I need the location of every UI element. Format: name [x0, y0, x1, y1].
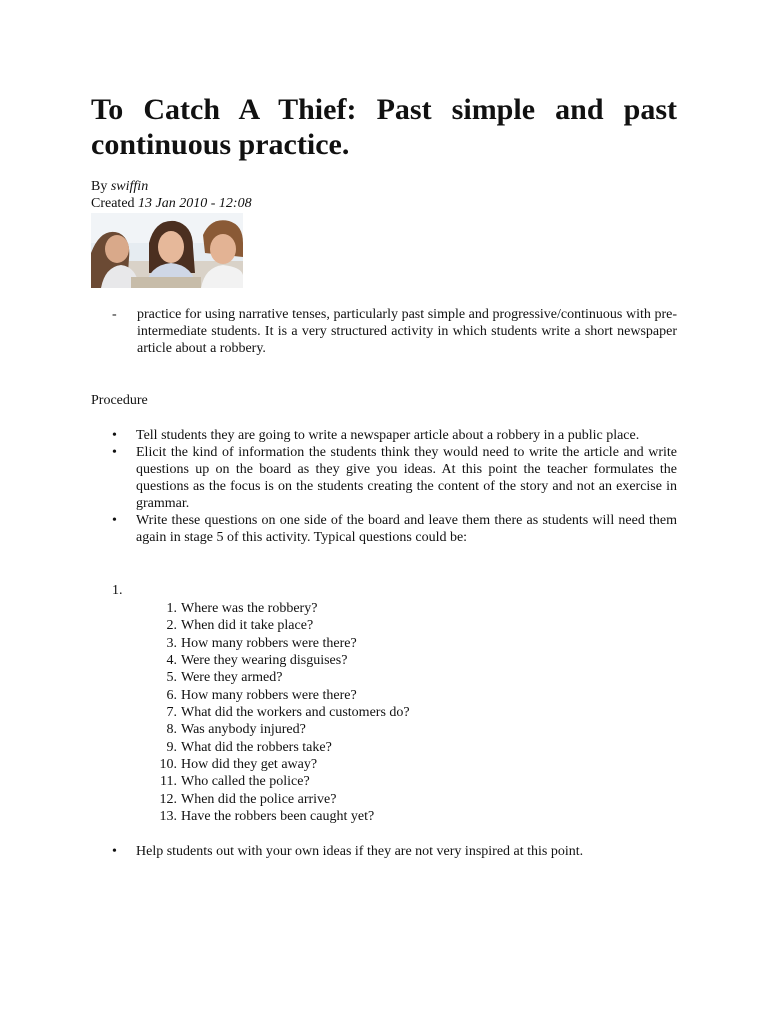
list-item: [91, 427, 677, 444]
question-text: Was anybody injured?: [181, 722, 306, 738]
question-item: [91, 721, 410, 738]
question-number: 7.: [166, 705, 177, 721]
question-text: When did the police arrive?: [181, 791, 337, 807]
question-item: [91, 756, 410, 773]
question-text: How many robbers were there?: [181, 687, 357, 703]
dash-marker: -: [112, 307, 117, 322]
question-number: 6.: [166, 687, 177, 703]
question-number: 13.: [159, 809, 177, 825]
list-item: [91, 512, 677, 546]
list-item-text: Tell students they are going to write a newspaper article about a robbery in a public place.: [136, 428, 640, 443]
question-item: [91, 687, 410, 704]
question-text: What did the workers and customers do?: [181, 705, 410, 721]
photo-of-three-students-icon: [91, 213, 243, 288]
question-item: [91, 652, 410, 669]
created-line: [91, 195, 252, 212]
question-number: 8.: [166, 722, 177, 738]
intro-item: [91, 306, 677, 357]
question-number: 3.: [166, 635, 177, 651]
question-item: [91, 808, 410, 825]
bullet-icon: •: [112, 445, 117, 460]
procedure-list: [91, 427, 677, 546]
bullet-icon: •: [112, 513, 117, 528]
question-item: [91, 617, 410, 634]
list-item-text: Help students out with your own ideas if they are not very inspired at this point.: [136, 844, 584, 859]
question-text: Where was the robbery?: [181, 601, 318, 616]
bullet-icon: •: [112, 428, 117, 443]
question-number: 9.: [166, 739, 177, 755]
students-photo: [91, 213, 243, 288]
question-number: 2.: [166, 618, 177, 634]
question-item: [91, 704, 410, 721]
created-date: 13 Jan 2010 - 12:08: [138, 196, 252, 211]
created-label: Created: [91, 196, 135, 211]
question-number: 5.: [166, 670, 177, 686]
by-label: By: [91, 179, 108, 194]
question-number: 10.: [159, 757, 177, 773]
author-name[interactable]: swiffin: [110, 179, 149, 194]
intro-text: practice for using narrative tenses, particularly past simple and progressive/continuous with pre-intermediate students. It is a very structured activity in which students write a short newspaper article about a robbery.: [137, 307, 677, 356]
question-number: 1.: [166, 601, 177, 616]
question-number: 12.: [159, 791, 177, 807]
list-item: [91, 444, 677, 512]
question-number: 11.: [160, 774, 177, 790]
question-text: What did the robbers take?: [181, 739, 332, 755]
list-item-text: Write these questions on one side of the board and leave them there as students will need them again in stage 5 of this activity. Typical questions could be:: [136, 513, 677, 545]
question-item: [91, 739, 410, 756]
question-item: [91, 600, 410, 617]
bullet-icon: •: [112, 844, 117, 859]
question-text: Were they armed?: [181, 670, 283, 686]
question-text: When did it take place?: [181, 618, 314, 634]
procedure-heading: Procedure: [91, 393, 148, 408]
question-item: [91, 773, 410, 790]
question-item: [91, 669, 410, 686]
question-text: How did they get away?: [181, 757, 318, 773]
questions-list: [91, 600, 410, 825]
question-text: How many robbers were there?: [181, 635, 357, 651]
list-item-text: Elicit the kind of information the students think they would need to write the article and write questions up on the board as they give you ideas. At this point the teacher formulates the questions as the focus is on the students creating the content of the story and not an exercise in grammar.: [136, 445, 677, 511]
question-text: Who called the police?: [181, 774, 310, 790]
question-text: Have the robbers been caught yet?: [181, 809, 375, 825]
question-number: 4.: [166, 653, 177, 669]
question-item: [91, 635, 410, 652]
author-line: [91, 178, 148, 195]
page-title: To Catch A Thief: Past simple and past continuous practice.: [91, 93, 677, 161]
question-item: [91, 791, 410, 808]
question-text: Were they wearing disguises?: [181, 653, 348, 669]
outer-list-number: 1.: [112, 583, 123, 598]
list-item: [91, 843, 677, 860]
